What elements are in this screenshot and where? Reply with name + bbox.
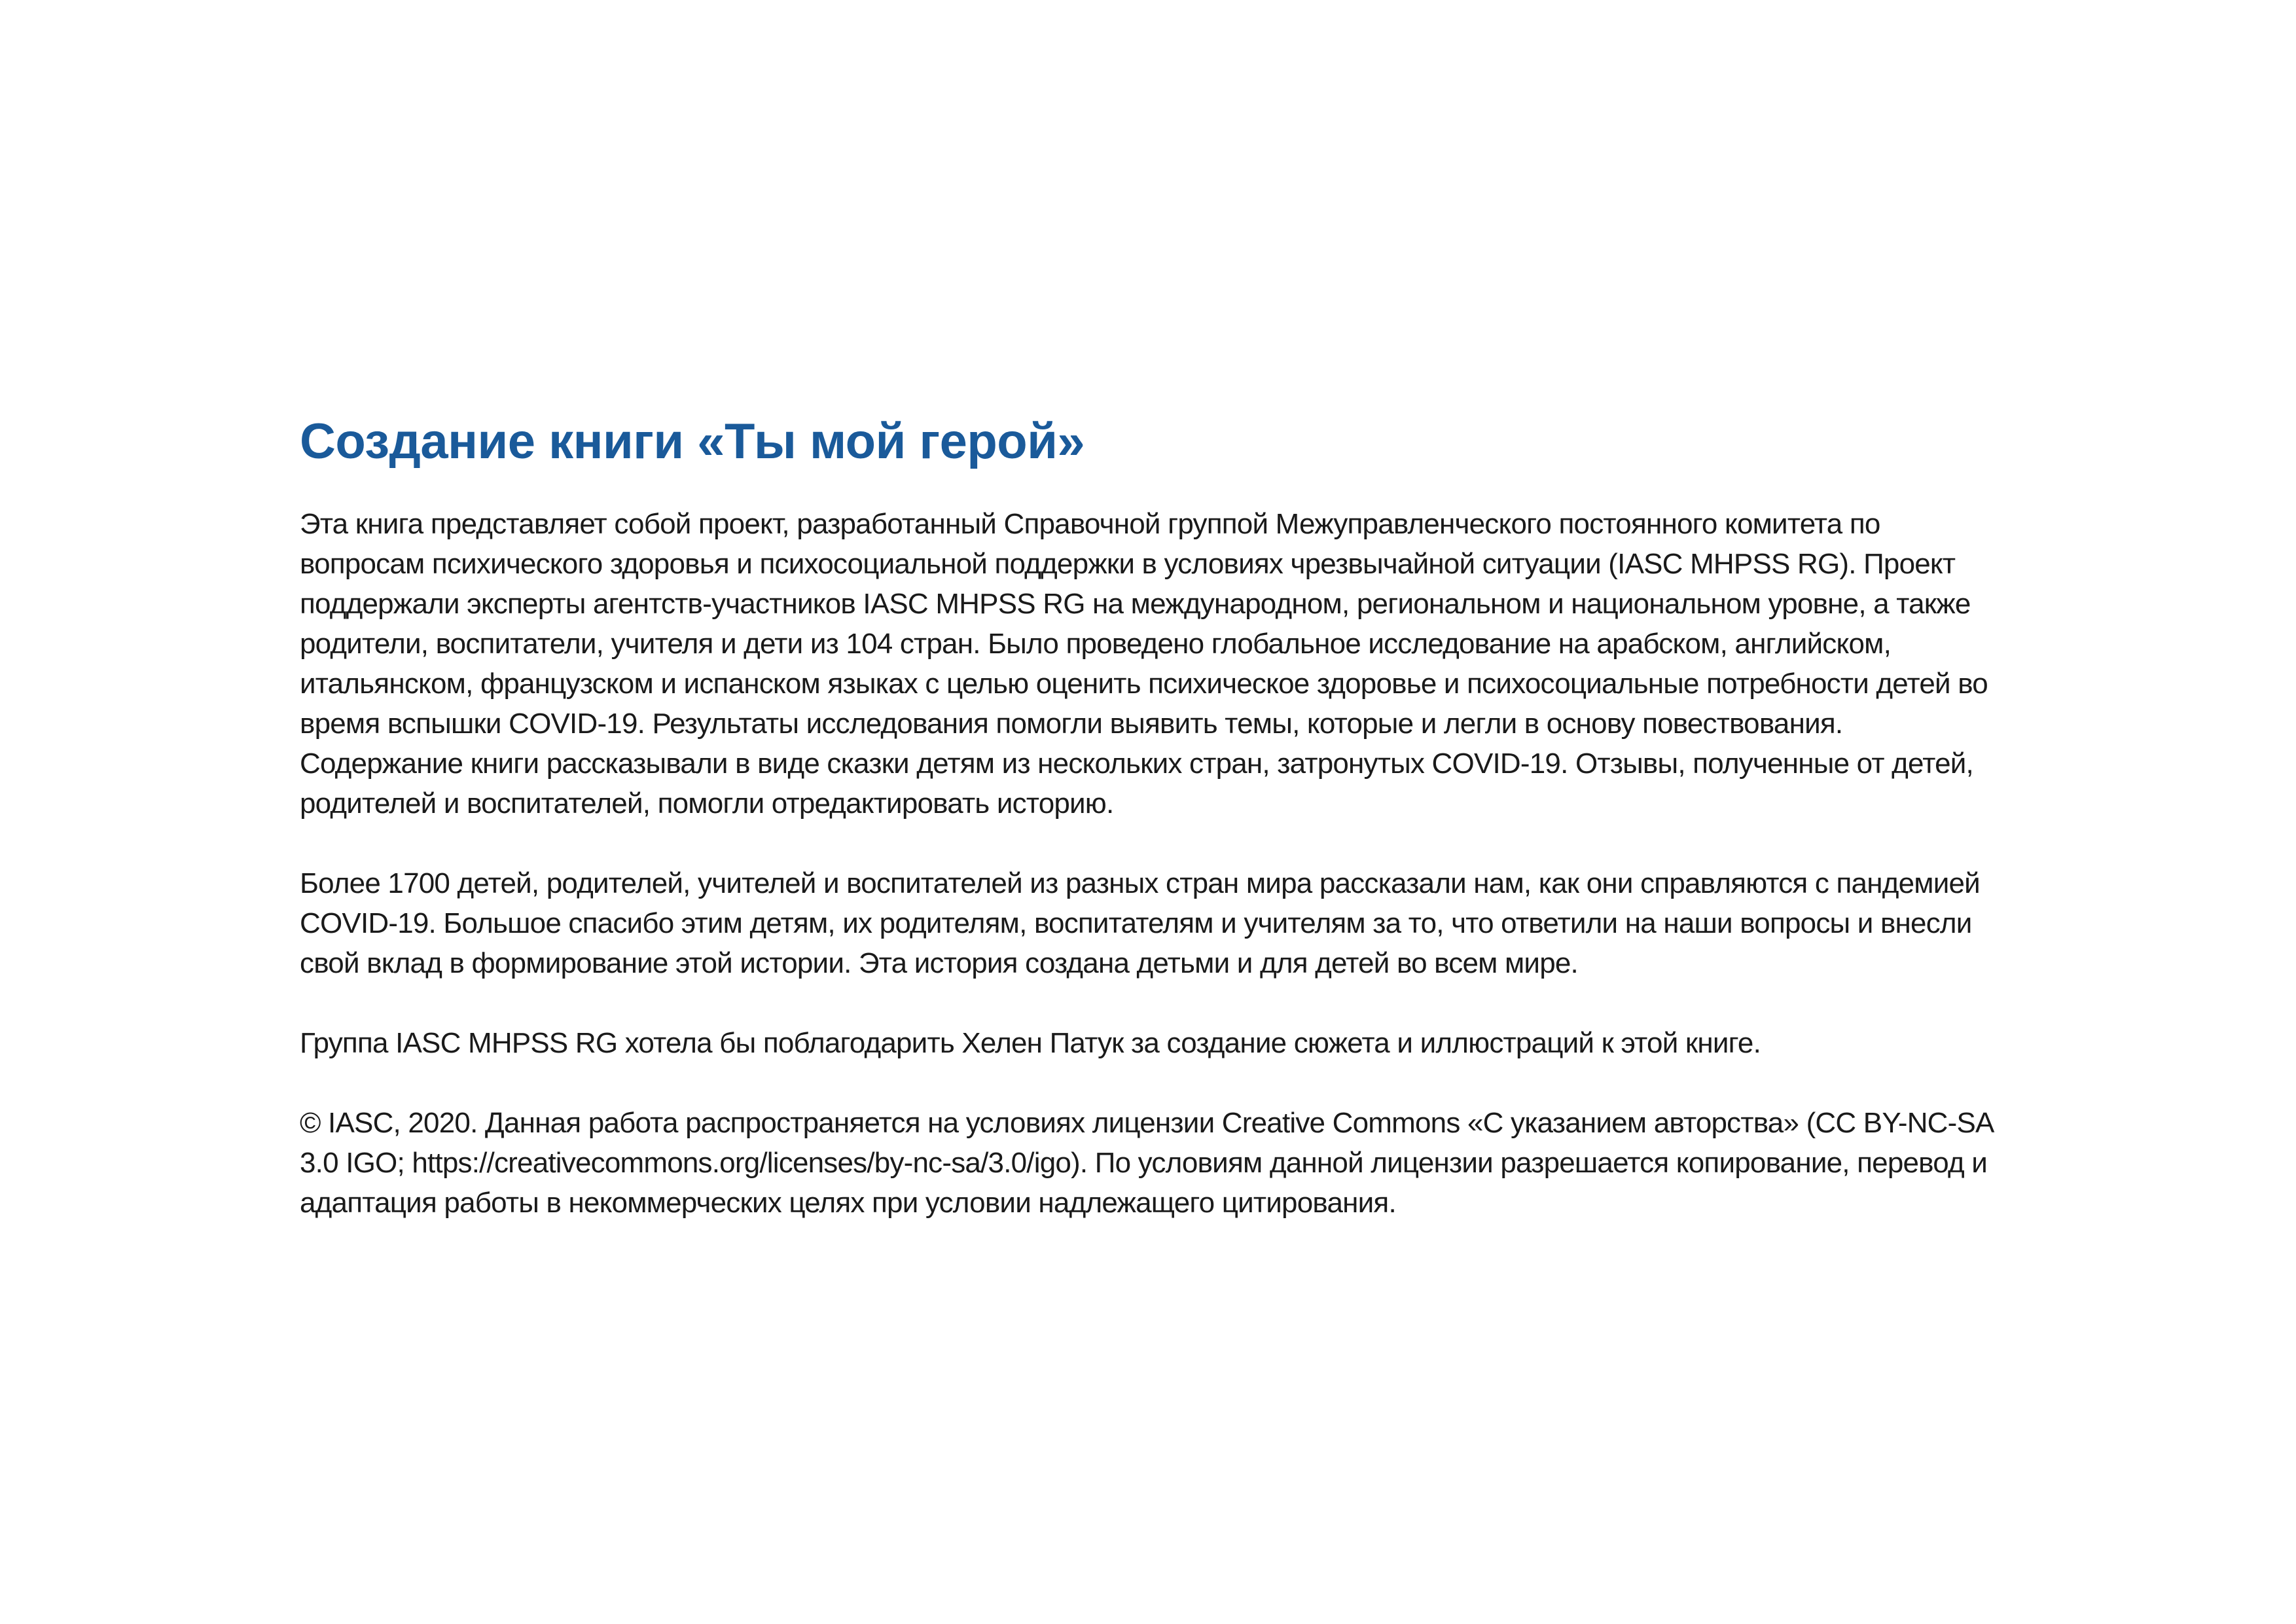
paragraph-acknowledgement-illustrator: Группа IASC MHPSS RG хотела бы поблагодарить Хелен Патук за создание сюжета и иллюстраций к этой книге. <box>300 1027 1761 1059</box>
paragraph-project-description: Эта книга представляет собой проект, разработанный Справочной группой Межуправленческого постоянного комитета по вопросам психического здоровья и психосоциальной поддержки в условиях чрезвычайной ситуации (IASC MHPSS RG). Проект поддержали эксперты агентств-участников IASC MHPSS RG на международном, региональном и национальном уровне, а также родители, воспитатели, учителя и дети из 104 стран. Было проведено глобальное исследование на арабском, английском, итальянском, французском и испанском языках с целью оценить психическое здоровье и психосоциальные потребности детей во время вспышки COVID-19. Результаты исследования помогли выявить темы, которые и легли в основу повествования. Содержание книги рассказывали в виде сказки детям из нескольких стран, затронутых COVID-19. Отзывы, полученные от детей, родителей и воспитателей, помогли отредактировать историю. <box>300 508 1988 820</box>
paragraph-copyright-license: © IASC, 2020. Данная работа распространяется на условиях лицензии Creative Commons «С указанием авторства» (CC BY-NC-SA 3.0 IGO; https://creativecommons.org/licenses/by-nc-sa/3.0/igo). По условиям данной лицензии разрешается копирование, перевод и адаптация работы в некоммерческих целях при условии надлежащего цитирования. <box>300 1107 1993 1219</box>
page-title: Создание книги «Ты мой герой» <box>300 414 1085 469</box>
paragraph-acknowledgement-children: Более 1700 детей, родителей, учителей и воспитателей из разных стран мира рассказали нам, как они справляются с пандемией COVID-19. Большое спасибо этим детям, их родителям, воспитателям и учителям за то, что ответили на наши вопросы и внесли свой вклад в формирование этой истории. Эта история создана детьми и для детей во всем мире. <box>300 867 1980 979</box>
text-block <box>300 406 2001 1223</box>
